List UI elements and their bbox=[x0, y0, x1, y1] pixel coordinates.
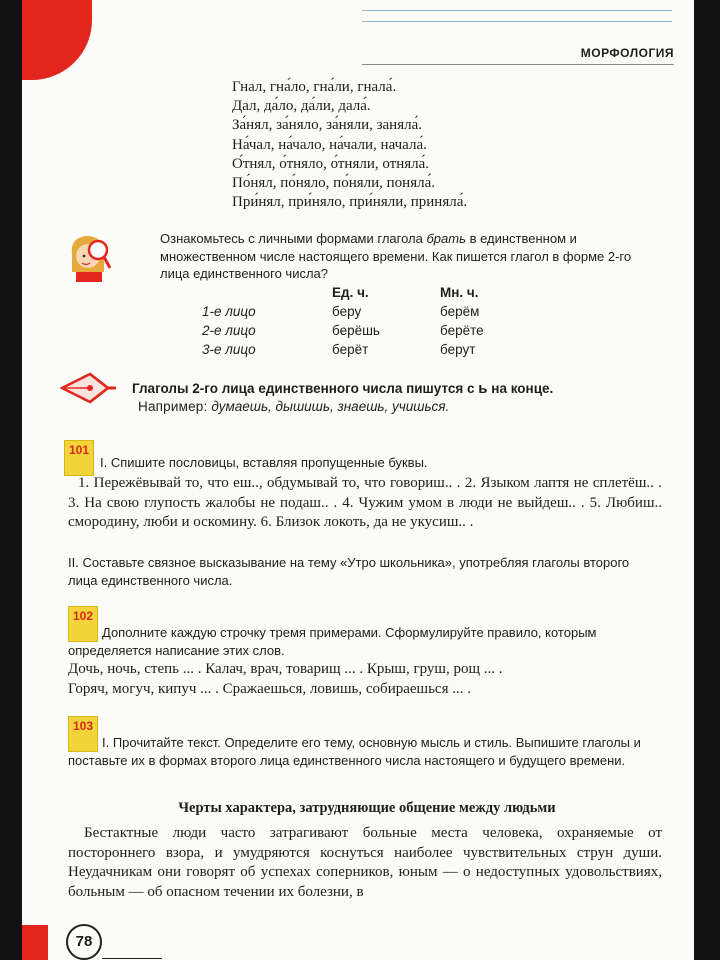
rule-statement bbox=[118, 380, 678, 398]
table-row bbox=[202, 321, 484, 340]
girl-with-magnifier-icon bbox=[64, 232, 116, 282]
verb-form-line: За́нял, за́няло, за́няли, заняла́. bbox=[232, 117, 423, 134]
page-number: 78 bbox=[66, 924, 102, 960]
table-header: Ед. ч. bbox=[332, 285, 369, 300]
table-cell: берёте bbox=[440, 323, 484, 338]
table-header: Мн. ч. bbox=[440, 285, 479, 300]
rule-example bbox=[118, 398, 678, 416]
fountain-pen-icon bbox=[60, 368, 116, 408]
rule-text-a: Глаголы 2-го лица единственного числа пишутся с bbox=[132, 381, 475, 396]
table-cell: беру bbox=[332, 304, 362, 319]
page-number-rule bbox=[102, 958, 162, 959]
task-intro-verb: брать bbox=[426, 231, 466, 246]
rule-box bbox=[118, 380, 678, 416]
table-cell: берут bbox=[440, 342, 476, 357]
verb-form-line: По́нял, по́няло, по́няли, поняла́. bbox=[232, 175, 435, 192]
red-edge-decoration bbox=[22, 925, 48, 960]
verb-form-line: О́тнял, о́тняло, о́тняли, отняла́. bbox=[232, 155, 430, 172]
table-row bbox=[202, 302, 484, 321]
verb-forms-table bbox=[202, 283, 484, 359]
table-row bbox=[202, 340, 484, 359]
table-cell: 3-е лицо bbox=[202, 342, 256, 357]
header-lines bbox=[362, 10, 672, 32]
verb-form-line: При́нял, при́няло, при́няли, приняла́. bbox=[232, 194, 468, 211]
exercise-103-task: I. Прочитайте текст. Определите его тему, основную мысль и стиль. Выпишите глаголы и поставьте их в формах второго лица единственного числа настоящего и будущего времени. bbox=[68, 735, 641, 768]
task-intro bbox=[160, 230, 660, 283]
exercise-number: 102 bbox=[72, 609, 94, 623]
table-cell: берёшь bbox=[332, 323, 380, 338]
table-cell: 1-е лицо bbox=[202, 304, 256, 319]
exercise-101-task1: I. Спишите пословицы, вставляя пропущенные буквы. bbox=[100, 455, 428, 470]
table-cell: 2-е лицо bbox=[202, 323, 256, 338]
verb-form-line: На́чал, на́чало, на́чали, начала́. bbox=[232, 136, 427, 153]
exercise-101-proverbs: 1. Пережёвывай то, что еш.., обдумывай то, что говориш.. . 2. Языком лаптя не сплетёш.. . 3. На свою глупость жалобы не подаш.. . 4. Чужим умом в люди не выйдеш.. . 5. Любиш.. смородину, люби и оскомину. 6. Близок локоть, да не укусиш.. . bbox=[68, 475, 662, 531]
verb-forms-list bbox=[232, 78, 467, 212]
textbook-page bbox=[22, 0, 694, 960]
rule-example-words: думаешь, дышишь, знаешь, учишься. bbox=[211, 399, 450, 414]
table-header bbox=[202, 283, 332, 302]
exercise-102-line1: Дочь, ночь, степь ... . Калач, врач, товарищ ... . Крыш, груш, рощ ... . bbox=[68, 661, 503, 677]
table-cell: берёт bbox=[332, 342, 369, 357]
reading-text: Бестактные люди часто затрагивают больные места человека, охраняемые от постороннего взора, и умудряются коснуться наиболее чувствительных струн души. Неудачникам они говорят об успехах соперников, юным — о недоступных удовольствиях, больным — об опасном течении их болезни, в bbox=[68, 825, 662, 900]
header-rule bbox=[362, 64, 674, 65]
rule-text-b: на конце. bbox=[491, 381, 554, 396]
verb-form-line: Гнал, гна́ло, гна́ли, гнала́. bbox=[232, 79, 397, 95]
page-number-wrap bbox=[66, 924, 102, 960]
rule-letter: ь bbox=[478, 380, 488, 397]
exercise-102-task: Дополните каждую строчку тремя примерами. Сформулируйте правило, которым определяется написание этих слов. bbox=[68, 625, 597, 658]
section-title: МОРФОЛОГИЯ bbox=[580, 46, 674, 60]
exercise-number: 103 bbox=[72, 719, 94, 733]
verb-form-line: Дал, да́ло, да́ли, дала́. bbox=[232, 98, 371, 115]
red-corner-decoration bbox=[22, 0, 92, 80]
exercise-102-line2: Горяч, могуч, кипуч ... . Сражаешься, ловишь, собираешься ... . bbox=[68, 681, 471, 697]
exercise-101-task2: II. Составьте связное высказывание на тему «Утро школьника», употребляя глаголы второго лица единственного числа. bbox=[68, 555, 630, 588]
task-intro-part2: в единственном и множественном числе настоящего времени. Как пишется глагол в форме 2-го лица единственного числа? bbox=[160, 231, 632, 281]
exercise-number: 101 bbox=[68, 443, 90, 457]
rule-example-label: Например: bbox=[138, 399, 208, 414]
task-intro-part1: Ознакомьтесь с личными формами глагола bbox=[160, 231, 423, 246]
table-cell: берём bbox=[440, 304, 480, 319]
exercise-101-badge bbox=[64, 440, 94, 476]
reading-title: Черты характера, затрудняющие общение между людьми bbox=[178, 800, 556, 816]
table-header-row bbox=[202, 283, 484, 302]
